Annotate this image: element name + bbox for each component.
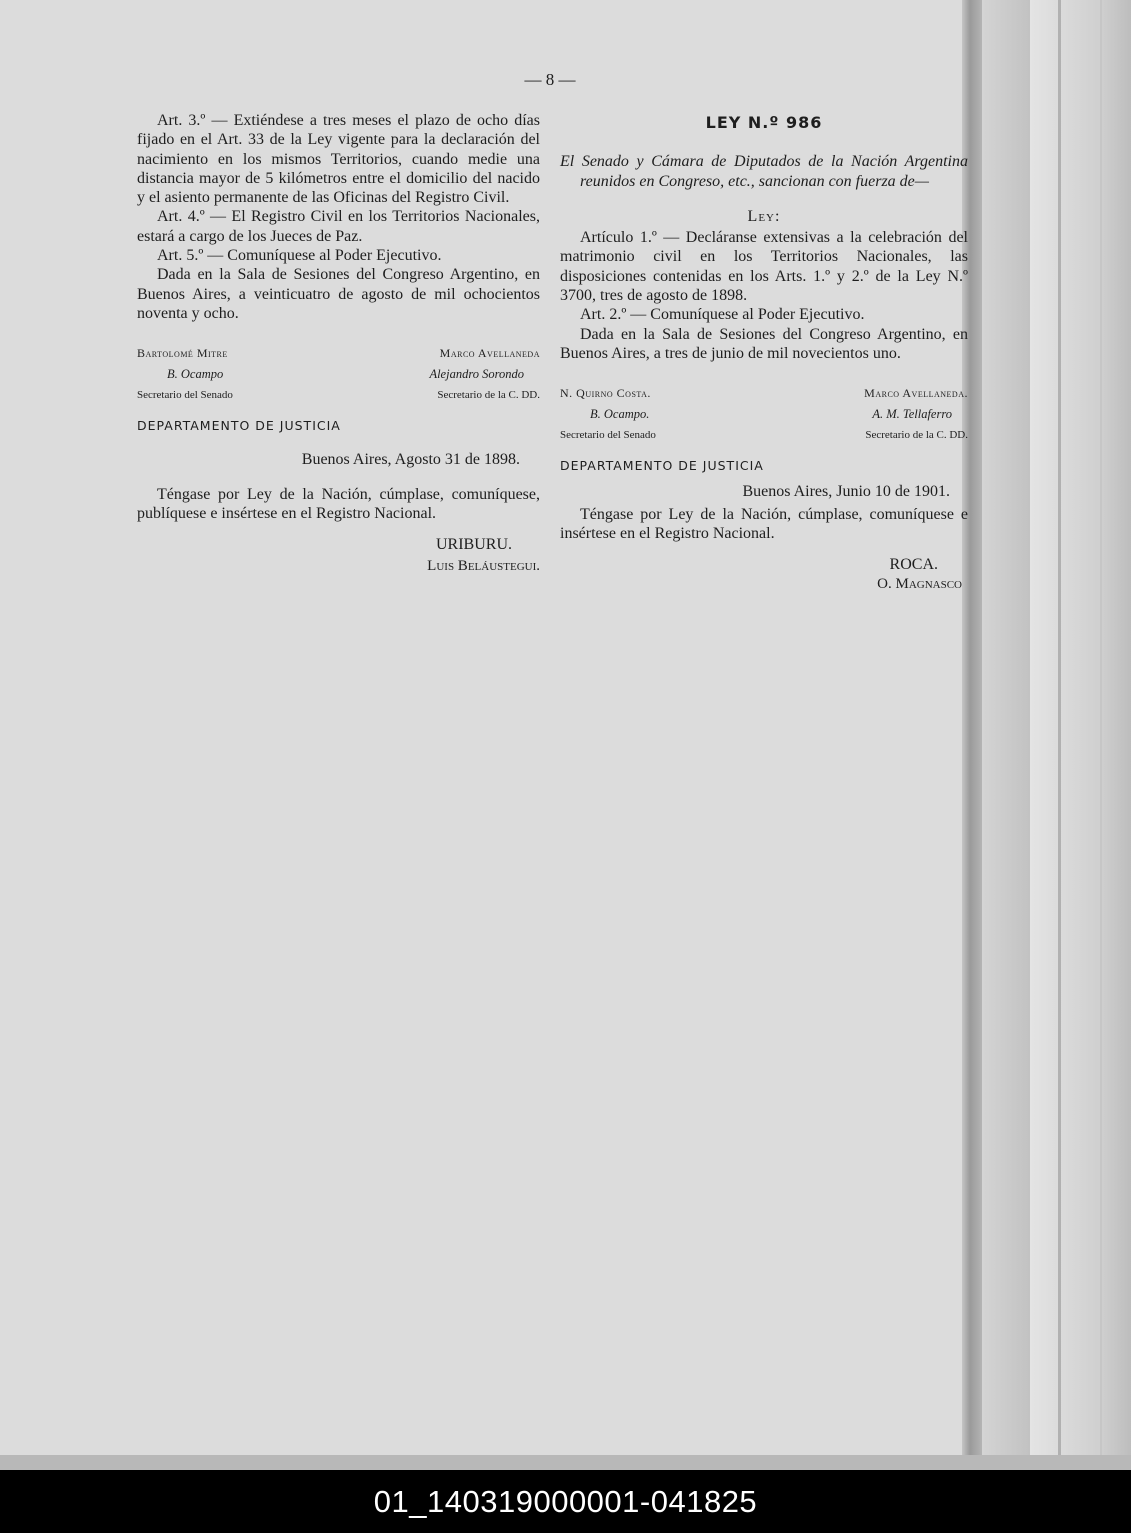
page-bottom-edge <box>0 1455 1131 1470</box>
signature-chamber <box>429 343 540 406</box>
secretary-role: Secretario de la C. DD. <box>865 429 968 442</box>
decree-date: Buenos Aires, Agosto 31 de 1898. <box>301 450 520 468</box>
signature-block <box>137 343 540 406</box>
image-caption: 01_140319000001-041825 <box>373 1483 758 1519</box>
dada-clause: Dada en la Sala de Sesiones del Congreso Argentino, en Buenos Aires, a tres de junio de mil novecientos uno. <box>560 325 968 362</box>
sheet-edge-line <box>1100 0 1102 1470</box>
signature-senate <box>137 343 233 406</box>
department-heading: DEPARTAMENTO DE JUSTICIA <box>137 418 341 434</box>
secretary-name: A. M. Tellaferro <box>872 407 952 422</box>
caption-bar <box>0 1470 1131 1533</box>
president-signature: URIBURU. <box>435 536 512 554</box>
sheet-edge-line <box>1058 0 1061 1470</box>
secretary-name: B. Ocampo. <box>590 407 650 422</box>
signatory-name: N. Quirno Costa. <box>560 386 651 401</box>
minister-signature: O. Magnasco <box>877 575 962 592</box>
decree-text: Téngase por Ley de la Nación, cúmplase, comuníquese e insértese en el Registro Nacional. <box>560 505 968 543</box>
article-4: Art. 4.º — El Registro Civil en los Territorios Nacionales, estará a cargo de los Jueces de Paz. <box>137 208 540 245</box>
law-title: LEY N.º 986 <box>705 113 823 132</box>
president-signature: ROCA. <box>889 556 938 574</box>
underlying-sheet <box>982 0 1031 1470</box>
secretary-role: Secretario del Senado <box>560 429 656 442</box>
secretary-name: Alejandro Sorondo <box>429 367 524 382</box>
secretary-name: B. Ocampo <box>167 367 224 382</box>
minister-signature: Luis Beláustegui. <box>427 557 540 574</box>
dada-clause: Dada en la Sala de Sesiones del Congreso Argentino, en Buenos Aires, a veinticuatro de agosto de mil ochocientos noventa y ocho. <box>137 266 540 322</box>
signatory-name: Bartolomé Mitre <box>137 346 228 361</box>
underlying-sheet-outer <box>1030 0 1131 1470</box>
secretary-role: Secretario del Senado <box>137 389 233 402</box>
article-2: Art. 2.º — Comuníquese al Poder Ejecutivo. <box>580 306 865 324</box>
signatory-name: Marco Avellaneda. <box>864 386 968 401</box>
signature-chamber <box>864 383 968 446</box>
secretary-role: Secretario de la C. DD. <box>437 389 540 402</box>
decree-date: Buenos Aires, Junio 10 de 1901. <box>742 482 950 500</box>
article-1: Artículo 1.º — Decláranse extensivas a la celebración del matrimonio civil en los Territorios Nacionales, las disposiciones contenidas en los Arts. 1.º y 2.º de la Ley N.º 3700, tres de agosto de 1898. <box>560 229 968 305</box>
article-5: Art. 5.º — Comuníquese al Poder Ejecutivo. <box>157 247 442 265</box>
ley-heading: Ley: <box>747 207 781 225</box>
signature-senate <box>560 383 656 446</box>
right-column <box>560 111 968 594</box>
article-3: Art. 3.º — Extiéndese a tres meses el plazo de ocho días fijado en el Art. 33 de la Ley vigente para la declaración del nacimiento en los mismos Territorios, cuando medie una distancia mayor de 5 kilómetros entre el domicilio del nacido y el asiento permanente de las Oficinas del Registro Civil. <box>137 112 540 207</box>
decree-text: Téngase por Ley de la Nación, cúmplase, comuníquese, publíquese e insértese en el Registro Nacional. <box>137 485 540 523</box>
page-number: — 8 — <box>524 70 576 89</box>
left-column <box>137 111 540 576</box>
law-preamble: El Senado y Cámara de Diputados de la Nación Argentina reunidos en Congreso, etc., sancionan con fuerza de— <box>560 153 968 190</box>
signature-block <box>560 383 968 446</box>
department-heading: DEPARTAMENTO DE JUSTICIA <box>560 458 764 474</box>
signatory-name: Marco Avellaneda <box>439 346 540 361</box>
